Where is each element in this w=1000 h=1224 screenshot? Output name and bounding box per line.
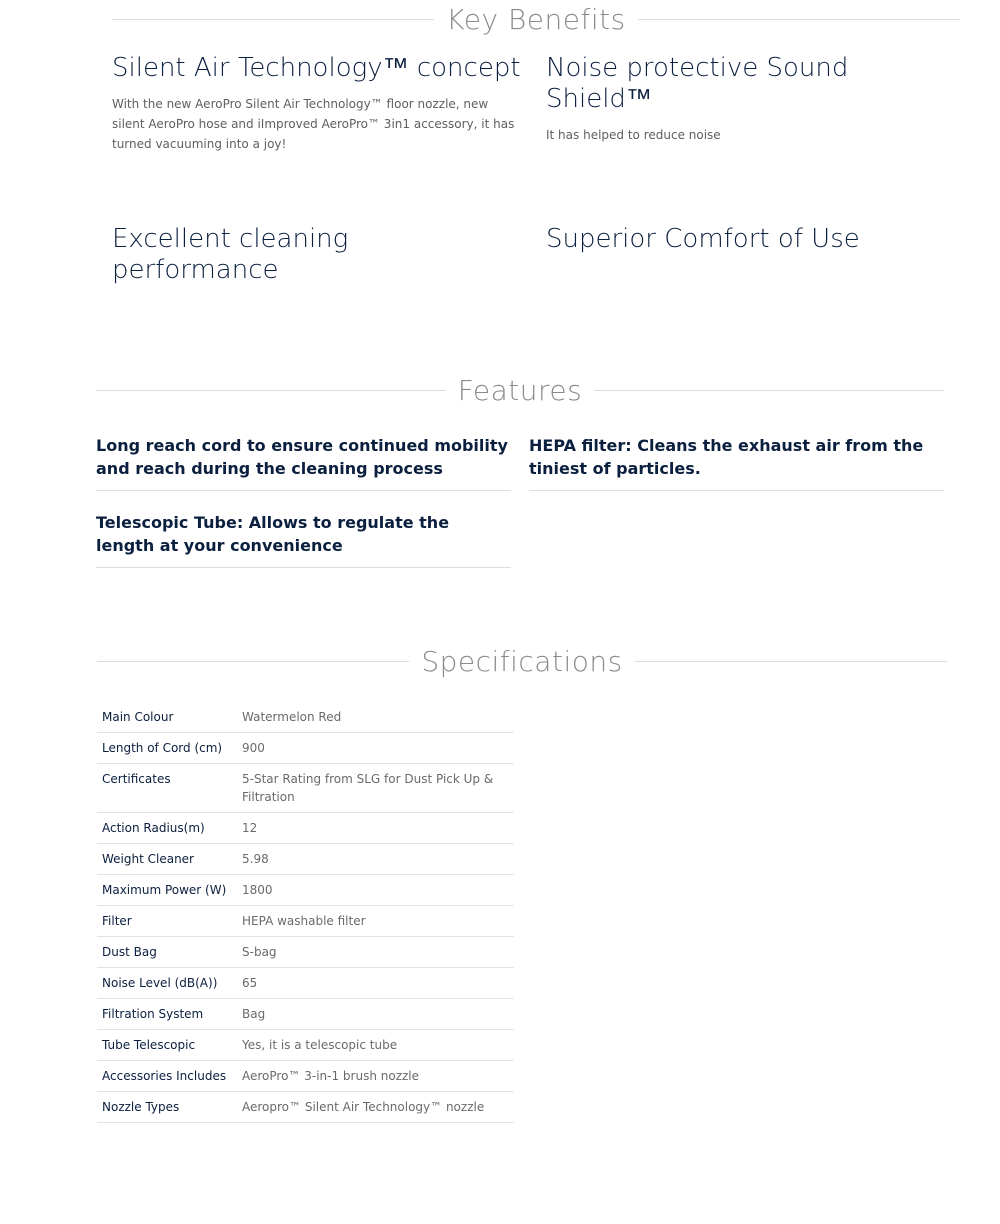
key-benefits-title: Key Benefits: [446, 2, 626, 36]
spec-value: HEPA washable filter: [237, 906, 514, 937]
heading-rule-left: [96, 390, 446, 391]
benefit-title: Silent Air Technology™ concept: [112, 53, 521, 83]
spec-label: Length of Cord (cm): [97, 733, 237, 764]
spec-value: 1800: [237, 875, 514, 906]
spec-value: 5.98: [237, 844, 514, 875]
spec-label: Certificates: [97, 764, 237, 813]
benefit-title: Superior Comfort of Use: [546, 224, 860, 254]
spec-row: [97, 702, 514, 733]
spec-value: Yes, it is a telescopic tube: [237, 1030, 514, 1061]
spec-label: Noise Level (dB(A)): [97, 968, 237, 999]
spec-value: AeroPro™ 3-in-1 brush nozzle: [237, 1061, 514, 1092]
benefit-text: It has helped to reduce noise: [546, 128, 721, 142]
spec-label: Accessories Includes: [97, 1061, 237, 1092]
spec-value: 900: [237, 733, 514, 764]
spec-row: [97, 1030, 514, 1061]
specifications-heading: [97, 642, 947, 680]
spec-row: [97, 875, 514, 906]
benefit-item: [112, 224, 522, 296]
heading-rule-left: [112, 19, 434, 20]
spec-row: [97, 937, 514, 968]
specifications-table: [97, 702, 514, 1123]
spec-row: [97, 813, 514, 844]
spec-row: [97, 999, 514, 1030]
benefit-title: Excellent cleaning performance: [112, 224, 349, 285]
spec-label: Main Colour: [97, 702, 237, 733]
spec-label: Filter: [97, 906, 237, 937]
benefit-item: [112, 53, 522, 154]
spec-label: Tube Telescopic: [97, 1030, 237, 1061]
spec-value: 65: [237, 968, 514, 999]
benefit-item: [546, 53, 956, 145]
specifications-title: Specifications: [421, 644, 623, 678]
spec-value: S-bag: [237, 937, 514, 968]
feature-item: Telescopic Tube: Allows to regulate the length at your convenience: [96, 511, 511, 568]
heading-rule-right: [638, 19, 960, 20]
feature-item: HEPA filter: Cleans the exhaust air from the tiniest of particles.: [529, 434, 944, 491]
spec-label: Dust Bag: [97, 937, 237, 968]
features-heading: [96, 372, 944, 408]
feature-item: Long reach cord to ensure continued mobility and reach during the cleaning process: [96, 434, 511, 491]
spec-label: Nozzle Types: [97, 1092, 237, 1123]
heading-rule-right: [635, 661, 947, 662]
spec-row: [97, 733, 514, 764]
spec-value: Watermelon Red: [237, 702, 514, 733]
key-benefits-heading: [112, 2, 960, 36]
spec-row: [97, 968, 514, 999]
spec-row: [97, 1061, 514, 1092]
spec-value: 12: [237, 813, 514, 844]
spec-row: [97, 1092, 514, 1123]
benefit-item: [546, 224, 956, 265]
spec-label: Weight Cleaner: [97, 844, 237, 875]
spec-value: 5-Star Rating from SLG for Dust Pick Up & Filtration: [237, 764, 514, 813]
features-title: Features: [457, 373, 583, 407]
benefit-title: Noise protective Sound Shield™: [546, 53, 849, 114]
spec-value: Aeropro™ Silent Air Technology™ nozzle: [237, 1092, 514, 1123]
spec-label: Action Radius(m): [97, 813, 237, 844]
spec-row: [97, 906, 514, 937]
spec-label: Filtration System: [97, 999, 237, 1030]
benefit-text: With the new AeroPro Silent Air Technology™ floor nozzle, new silent AeroPro hose and iImproved AeroPro™ 3in1 accessory, it has turned vacuuming into a joy!: [112, 97, 515, 151]
spec-row: [97, 844, 514, 875]
spec-label: Maximum Power (W): [97, 875, 237, 906]
spec-value: Bag: [237, 999, 514, 1030]
spec-row: [97, 764, 514, 813]
heading-rule-right: [594, 390, 944, 391]
heading-rule-left: [97, 661, 409, 662]
